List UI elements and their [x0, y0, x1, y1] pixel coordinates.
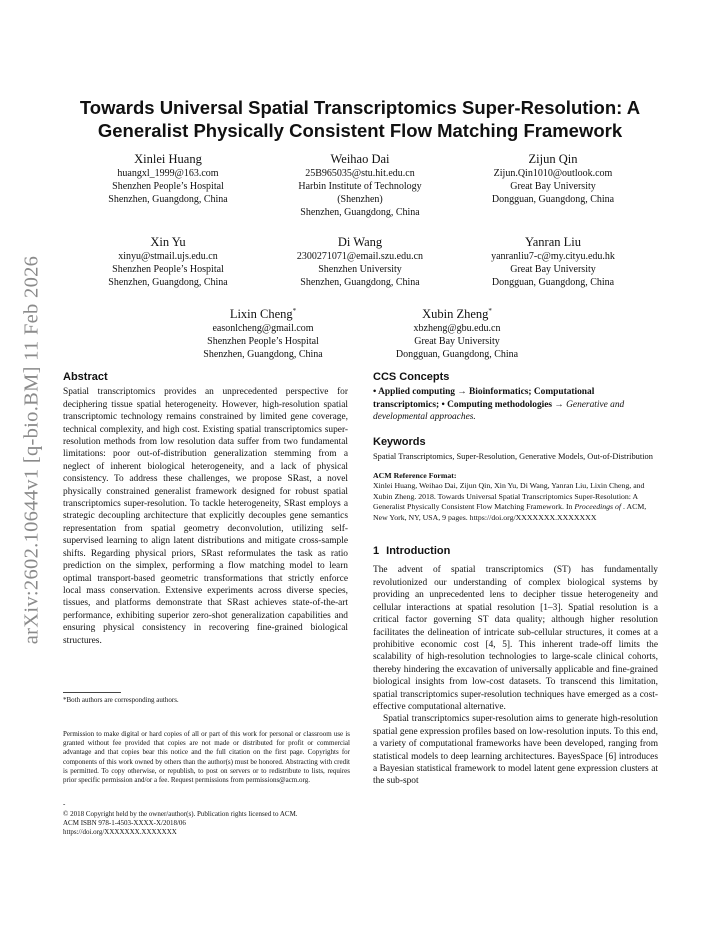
author-name: Di Wang: [337, 235, 383, 249]
acm-reference-heading: ACM Reference Format:: [373, 471, 457, 481]
ccs-heading: CCS Concepts: [373, 371, 450, 383]
keywords-heading: Keywords: [373, 435, 426, 448]
author-email: yanranliu7-c@my.cityu.edu.hk: [491, 251, 615, 262]
author-affiliation: Shenzhen University: [318, 264, 402, 275]
copyright-line: © 2018 Copyright held by the owner/author(s). Publication rights licensed to ACM.: [63, 810, 298, 818]
arxiv-id: arXiv:2602.10644v1 [q-bio.BM] 11 Feb 2026: [20, 255, 43, 645]
author-email: xinyu@stmail.ujs.edu.cn: [118, 251, 218, 262]
corresponding-mark: *: [488, 307, 492, 315]
author-location: Shenzhen, Guangdong, China: [300, 277, 420, 288]
author-location: Shenzhen, Guangdong, China: [203, 349, 323, 361]
author-email: xbzheng@gbu.edu.cn: [413, 323, 501, 335]
corresponding-mark: *: [292, 307, 297, 315]
author-block: [468, 235, 638, 289]
author-location: Shenzhen, Guangdong, China: [108, 277, 228, 288]
author-name: Xubin Zheng*: [422, 307, 492, 322]
author-block: [178, 304, 348, 361]
author-block: [275, 235, 445, 289]
author-name: Yanran Liu: [524, 235, 582, 249]
ccs-text: • Applied computing → Bioinformatics; Computational transcriptomics; • Computing methodologies → Generative and developmental approaches.: [373, 387, 625, 423]
copyright-block: [63, 810, 350, 838]
corresponding-footnote: *Both authors are corresponding authors.: [63, 696, 179, 704]
author-name: Xinlei Huang: [134, 152, 202, 166]
author-block: [372, 304, 542, 361]
author-affiliation: Harbin Institute of Technology: [298, 181, 422, 192]
author-affiliation: Shenzhen People’s Hospital: [112, 264, 224, 275]
author-affiliation: Shenzhen People’s Hospital: [207, 336, 319, 348]
intro-heading: 1 Introduction: [373, 545, 451, 558]
abstract-text: Spatial transcriptomics provides an unprecedented perspective for deciphering tissue spatial heterogeneity. However, high-resolution spatial transcriptomic technology remains constrained by limited gene coverage, technical complexity, and high cost. Existing spatial transcriptomics super-resolution methods from low resolution data suffer from two fundamental limitations: poor out-of-distribution generalization stemming from a neglect of inherent biological heterogeneity, and a lack of physical consistency. To address these challenges, we propose SRast, a novel physically constrained generalist framework designed for robust spatial transcriptomics super-resolution. To tackle heterogeneity, SRast employs a strategic decoupling architecture that explicitly decouples gene semantics representation from spatial geometry deconvolution, utilizing self-supervised learning to align latent distributions and mitigate cross-sample shifts. Regarding physical priors, SRast reformulates the task as ratio prediction on the simplex, performing a flow matching model to learn optimal transport-based geometric transformations that strictly enforce local mass conservation. Extensive experiments across diverse species, tissues, and platforms demonstrate that SRast achieves state-of-the-art performance, exhibiting superior zero-shot generalization capabilities and ensuring physical consistency in recovering fine-grained biological structures.: [63, 387, 348, 646]
author-location: Dongguan, Guangdong, China: [395, 349, 519, 361]
paper-title: [60, 96, 660, 142]
acm-reference-text: Xinlei Huang, Weihao Dai, Zijun Qin, Xin Yu, Di Wang, Yanran Liu, Lixin Cheng, and Xubin Zheng. 2018. Towards Universal Spatial Transcriptomics Super-Resolution: A Generalist Physically Consistent Flow Matching Framework. In Proceedings of . ACM, New York, NY, USA, 9 pages. https://doi.org/XXXXXXX.XXXXXXX: [373, 481, 647, 522]
author-affiliation: Great Bay University: [510, 264, 596, 275]
author-name: Weihao Dai: [330, 152, 390, 166]
author-name: Xin Yu: [150, 235, 186, 249]
permission-notice: Permission to make digital or hard copies of all or part of this work for personal or classroom use is granted without fee provided that copies are not made or distributed for profit or commercial advantage and that copies bear this notice and the full citation on the first page. Copyrights for components of this work owned by others than the author(s) must be honored. Abstracting with credit is permitted. To copy otherwise, or republish, to post on servers or to redistribute to lists, requires prior specific permission and/or a fee. Request permissions from permissions@acm.org.: [63, 730, 350, 785]
author-location: Shenzhen, Guangdong, China: [108, 194, 228, 205]
author-location: Dongguan, Guangdong, China: [491, 277, 615, 288]
author-affiliation: Great Bay University: [510, 181, 596, 192]
intro-paragraph-1: The advent of spatial transcriptomics (ST) has fundamentally revolutionized our understanding of complex biological systems by providing an unprecedented lens to decipher tissue heterogeneity and cellular interactions at spatial resolution [1–3]. Spatial resolution is a critical factor governing ST data quality; although higher resolution facilitates the delineation of intricate sub-cellular structures, it comes at a prohibitive economic cost [4, 5]. This inherent trade-off limits the scalability of high-resolution technologies to large-scale clinical cohorts, thereby hindering the excavation of universally applicable and fine-grained biological insights from low-cost datasets. To transcend this limitation, spatial transcriptomics super-resolution techniques have emerged as a cost-effective computational alternative.: [373, 565, 658, 712]
doi-line: https://doi.org/XXXXXXX.XXXXXXX: [63, 828, 177, 837]
right-column: [373, 371, 658, 788]
author-email: 25B965035@stu.hit.edu.cn: [305, 168, 415, 179]
author-block: [83, 235, 253, 289]
author-block: [468, 152, 638, 206]
author-email: huangxl_1999@163.com: [117, 168, 219, 179]
author-name: Lixin Cheng*: [229, 307, 297, 322]
author-name: Zijun Qin: [528, 152, 578, 166]
keywords-text: Spatial Transcriptomics, Super-Resolution, Generative Models, Out-of-Distribution: [373, 452, 653, 462]
title-line-1: Towards Universal Spatial Transcriptomics Super-Resolution: A: [79, 97, 641, 118]
intro-paragraph-2: Spatial transcriptomics super-resolution aims to generate high-resolution spatial gene expression profiles based on low-resolution inputs. To this end, a variety of computational frameworks have been developed, ranging from statistical models to deep learning architectures. BayesSpace [6] introduces a Bayesian statistical framework to model latent gene expression clusters at the sub-spot: [373, 714, 658, 787]
separator-dash: -: [63, 800, 66, 808]
author-location: Shenzhen, Guangdong, China: [300, 207, 420, 218]
author-location: Dongguan, Guangdong, China: [491, 194, 615, 205]
author-affiliation: Great Bay University: [414, 336, 500, 348]
title-line-2: Generalist Physically Consistent Flow Matching Framework: [97, 120, 623, 141]
author-email: 2300271071@email.szu.edu.cn: [296, 251, 424, 262]
author-affiliation-2: (Shenzhen): [337, 194, 383, 205]
author-block: [275, 152, 445, 219]
arxiv-stamp: [12, 240, 52, 660]
abstract-section: [63, 371, 348, 647]
abstract-heading: Abstract: [63, 371, 108, 383]
author-affiliation: Shenzhen People’s Hospital: [112, 181, 224, 192]
footnote-rule: [63, 692, 121, 693]
author-block: [83, 152, 253, 206]
isbn-line: ACM ISBN 978-1-4503-XXXX-X/2018/06: [63, 819, 186, 828]
author-email: easonlcheng@gmail.com: [212, 323, 314, 335]
author-email: Zijun.Qin1010@outlook.com: [493, 168, 613, 179]
